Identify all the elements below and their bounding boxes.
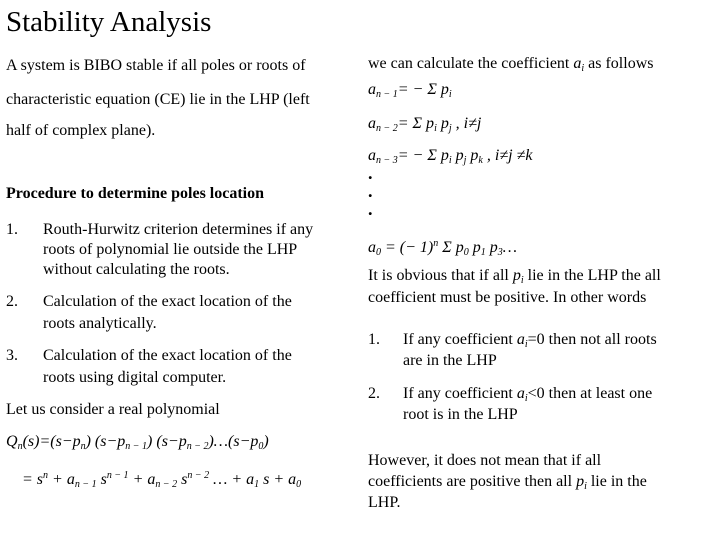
procedure-item-2-line-1: Calculation of the exact location of the — [43, 293, 292, 310]
procedure-heading: Procedure to determine poles location — [6, 185, 265, 202]
consider-polynomial-text: Let us consider a real polynomial — [6, 401, 220, 418]
procedure-item-3-line-2: roots using digital computer. — [43, 369, 227, 386]
polynomial-expanded: = $s^n + a_{n - 1}$ $s^{n - 1} + a_{n - 2}$ $s^{n - 2}$ … + $a_1$ $s + a_0$ — [22, 470, 302, 490]
procedure-item-2-number: 2. — [6, 293, 18, 310]
equation-an-3: $a_{n - 3}= - \Sigma$ $p_i$ $p_j$ $p_k$ , i≠j ≠k — [368, 147, 533, 166]
procedure-item-2-line-2: roots analytically. — [43, 315, 157, 332]
coefficient-intro: we can calculate the coefficient $a_i$ as follows — [368, 55, 654, 74]
obvious-line-2: coefficient must be positive. In other words — [368, 289, 647, 306]
ellipsis-dot-3: . — [368, 199, 373, 219]
however-line-2: coefficients are positive then all $p_i$ lie in the — [368, 473, 647, 492]
rule-item-1-number: 1. — [368, 331, 380, 348]
polynomial-factored: $Q_n(s)=(s-p_n)$ $(s-p_{n - 1})$ $(s-p_{n - 2})\dots(s-p_0)$ — [6, 433, 269, 452]
rule-item-1-line-1: If any coefficient $a_i=0$ then not all roots — [403, 331, 657, 350]
procedure-item-1-line-3: without calculating the roots. — [43, 261, 230, 278]
ellipsis-dot-2: . — [368, 181, 373, 201]
rule-item-1-line-2: are in the LHP — [403, 352, 497, 369]
equation-an-1: $a_{n - 1}= - \Sigma$ $p_i$ — [368, 81, 452, 100]
procedure-item-1-line-2: roots of polynomial lie outside the LHP — [43, 241, 298, 258]
intro-line-1: A system is BIBO stable if all poles or roots of — [6, 57, 306, 74]
ellipsis-dot-1: . — [368, 163, 373, 183]
obvious-line-1: It is obvious that if all $p_i$ lie in the LHP the all — [368, 267, 661, 286]
procedure-item-3-number: 3. — [6, 347, 18, 364]
procedure-item-1-line-1: Routh-Hurwitz criterion determines if any — [43, 221, 314, 238]
equation-a0: $a_0$ = (− 1)$^n$ Σ $p_0$ $p_1$ $p_3\dots$ — [368, 238, 517, 258]
procedure-item-1-number: 1. — [6, 221, 18, 238]
however-line-3: LHP. — [368, 494, 401, 511]
intro-line-2: characteristic equation (CE) lie in the LHP (left — [6, 91, 310, 108]
however-line-1: However, it does not mean that if all — [368, 452, 602, 469]
procedure-item-3-line-1: Calculation of the exact location of the — [43, 347, 292, 364]
rule-item-2-number: 2. — [368, 385, 380, 402]
rule-item-2-line-1: If any coefficient $a_i<0$ then at least one — [403, 385, 653, 404]
rule-item-2-line-2: root is in the LHP — [403, 406, 518, 423]
equation-an-2: $a_{n - 2}= \Sigma$ $p_i$ $p_j$ , i≠j — [368, 115, 482, 134]
intro-line-3: half of complex plane). — [6, 122, 156, 139]
slide-title: Stability Analysis — [6, 6, 212, 38]
